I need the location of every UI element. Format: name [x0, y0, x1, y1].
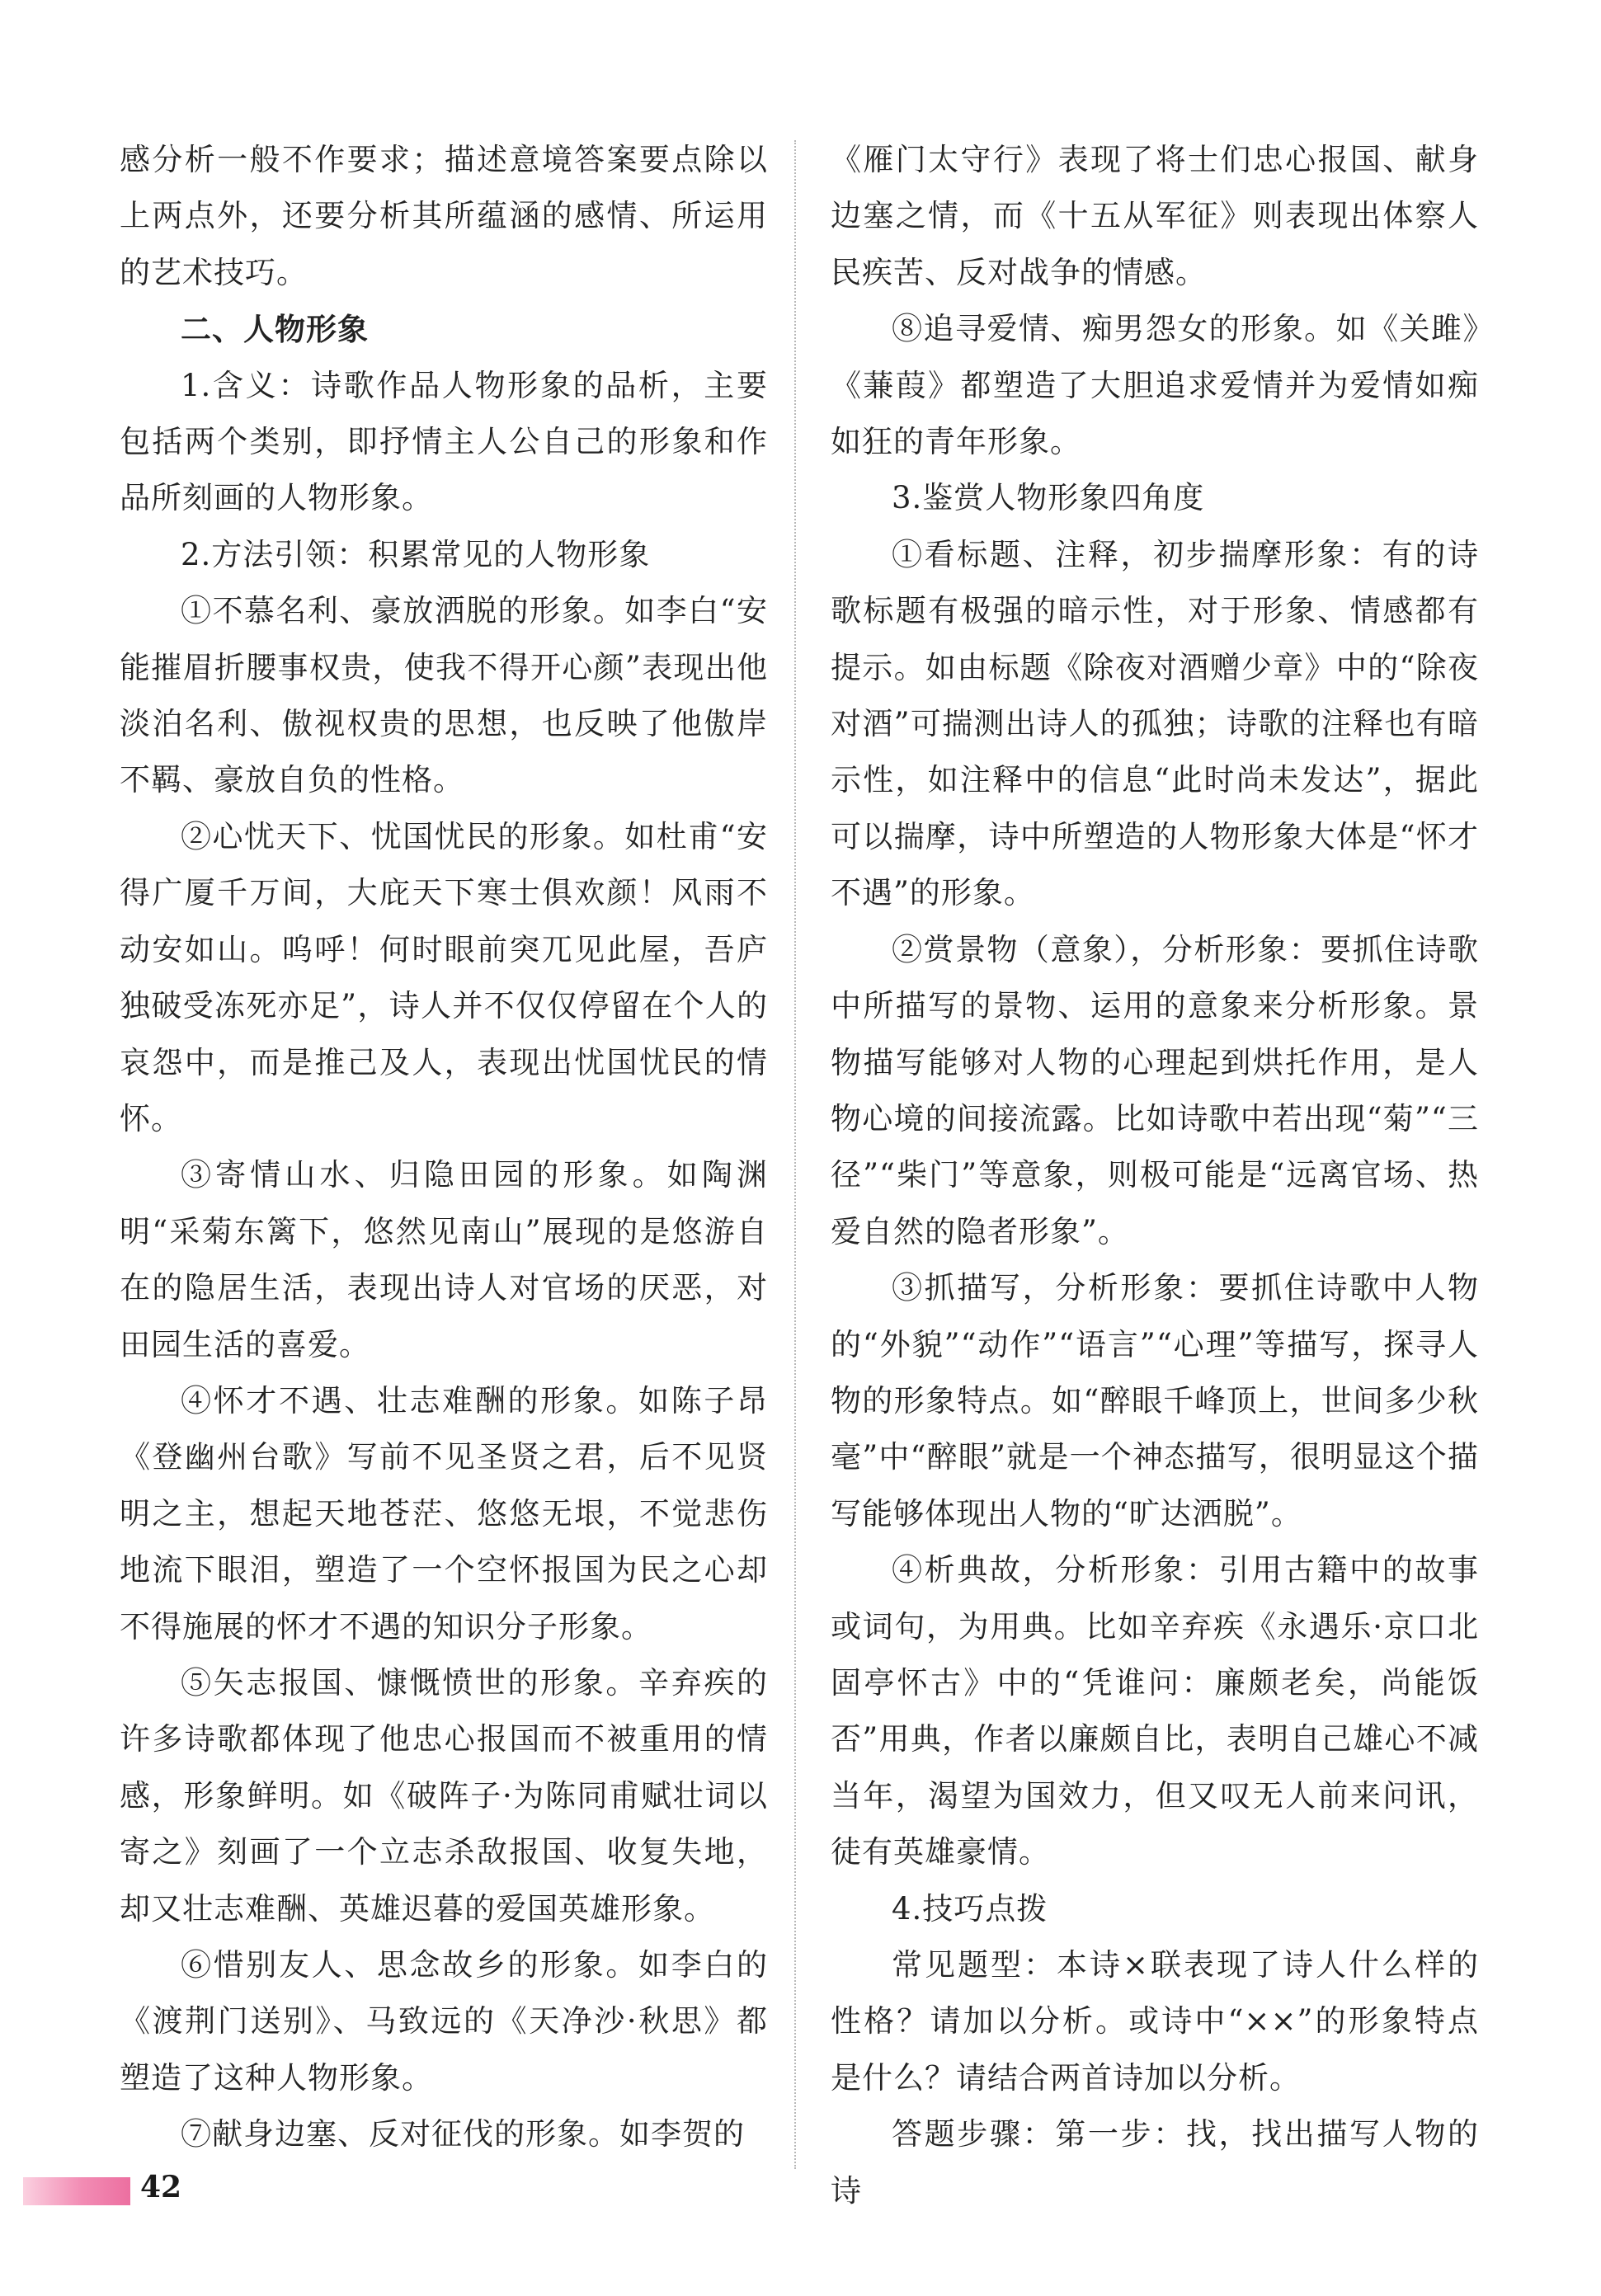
paragraph: ②心忧天下、忧国忧民的形象。如杜甫“安得广厦千万间，大庇天下寒士俱欢颜！风雨不动安如山。呜呼！何时眼前突兀见此屋，吾庐独破受冻死亦足”，诗人并不仅仅停留在个人的哀怨中，而是推己及人，表现出忧国忧民的情怀。	[120, 818, 768, 1136]
paragraph: ④析典故，分析形象：引用古籍中的故事或词句，为用典。比如辛弃疾《永遇乐·京口北固亭怀古》中的“凭谁问：廉颇老矣，尚能饭否”用典，作者以廉颇自比，表明自己雄心不减当年，渴望为国效力，但又叹无人前来问讯，徒有英雄豪情。	[831, 1552, 1479, 1870]
paragraph: ③抓描写，分析形象：要抓住诗歌中人物的“外貌”“动作”“语言”“心理”等描写，探寻人物的形象特点。如“醉眼千峰顶上，世间多少秋毫”中“醉眼”就是一个神态描写，很明显这个描写能够体现出人物的“旷达洒脱”。	[831, 1270, 1479, 1531]
left-column	[120, 132, 768, 2163]
paragraph-continuation: 感分析一般不作要求；描述意境答案要点除以上两点外，还要分析其所蕴涵的感情、所运用的艺术技巧。	[120, 142, 768, 290]
paragraph: ④怀才不遇、壮志难酬的形象。如陈子昂《登幽州台歌》写前不见圣贤之君，后不见贤明之主，想起天地苍茫、悠悠无垠，不觉悲伤地流下眼泪，塑造了一个空怀报国为民之心却不得施展的怀才不遇的知识分子形象。	[120, 1382, 768, 1644]
paragraph: ⑧追寻爱情、痴男怨女的形象。如《关雎》《蒹葭》都塑造了大胆追求爱情并为爱情如痴如狂的青年形象。	[831, 311, 1479, 460]
paragraph: ⑥惜别友人、思念故乡的形象。如李白的《渡荆门送别》、马致远的《天净沙·秋思》都塑造了这种人物形象。	[120, 1947, 768, 2096]
paragraph: ②赏景物（意象），分析形象：要抓住诗歌中所描写的景物、运用的意象来分析形象。景物描写能够对人物的心理起到烘托作用，是人物心境的间接流露。比如诗歌中若出现“菊”“三径”“柴门”等意象，则极可能是“远离官场、热爱自然的隐者形象”。	[831, 931, 1479, 1249]
page-number: 42	[140, 2170, 182, 2204]
paragraph: ①看标题、注释，初步揣摩形象：有的诗歌标题有极强的暗示性，对于形象、情感都有提示。如由标题《除夜对酒赠少章》中的“除夜对酒”可揣测出诗人的孤独；诗歌的注释也有暗示性，如注释中的信息“此时尚未发达”，据此可以揣摩，诗中所塑造的人物形象大体是“怀才不遇”的形象。	[831, 536, 1479, 911]
paragraph: 2.方法引领：积累常见的人物形象	[181, 536, 651, 572]
paragraph: 常见题型：本诗×联表现了诗人什么样的性格？请加以分析。或诗中“××”的形象特点是什么？请结合两首诗加以分析。	[831, 1947, 1479, 2096]
paragraph-continuation: 《雁门太守行》表现了将士们忠心报国、献身边塞之情，而《十五从军征》则表现出体察人民疾苦、反对战争的情感。	[831, 142, 1479, 290]
paragraph: 答题步骤：第一步：找，找出描写人物的诗	[831, 2116, 1479, 2209]
paragraph: ⑦献身边塞、反对征伐的形象。如李贺的	[181, 2116, 745, 2152]
right-column	[831, 132, 1479, 2219]
column-divider	[794, 140, 796, 2169]
paragraph: ①不慕名利、豪放洒脱的形象。如李白“安能摧眉折腰事权贵，使我不得开心颜”表现出他淡泊名利、傲视权贵的思想，也反映了他傲岸不羁、豪放自负的性格。	[120, 593, 768, 798]
paragraph: ③寄情山水、归隐田园的形象。如陶渊明“采菊东篱下，悠然见南山”展现的是悠游自在的隐居生活，表现出诗人对官场的厌恶，对田园生活的喜爱。	[120, 1157, 768, 1362]
footer-accent-bar	[23, 2177, 130, 2205]
paragraph: 4.技巧点拨	[892, 1890, 1048, 1927]
section-heading: 二、人物形象	[181, 311, 369, 348]
paragraph: 3.鉴赏人物形象四角度	[892, 480, 1205, 516]
paragraph: 1.含义：诗歌作品人物形象的品析，主要包括两个类别，即抒情主人公自己的形象和作品所刻画的人物形象。	[120, 367, 768, 516]
paragraph: ⑤矢志报国、慷慨愤世的形象。辛弃疾的许多诗歌都体现了他忠心报国而不被重用的情感，形象鲜明。如《破阵子·为陈同甫赋壮词以寄之》刻画了一个立志杀敌报国、收复失地，却又壮志难酬、英雄迟暮的爱国英雄形象。	[120, 1664, 768, 1927]
